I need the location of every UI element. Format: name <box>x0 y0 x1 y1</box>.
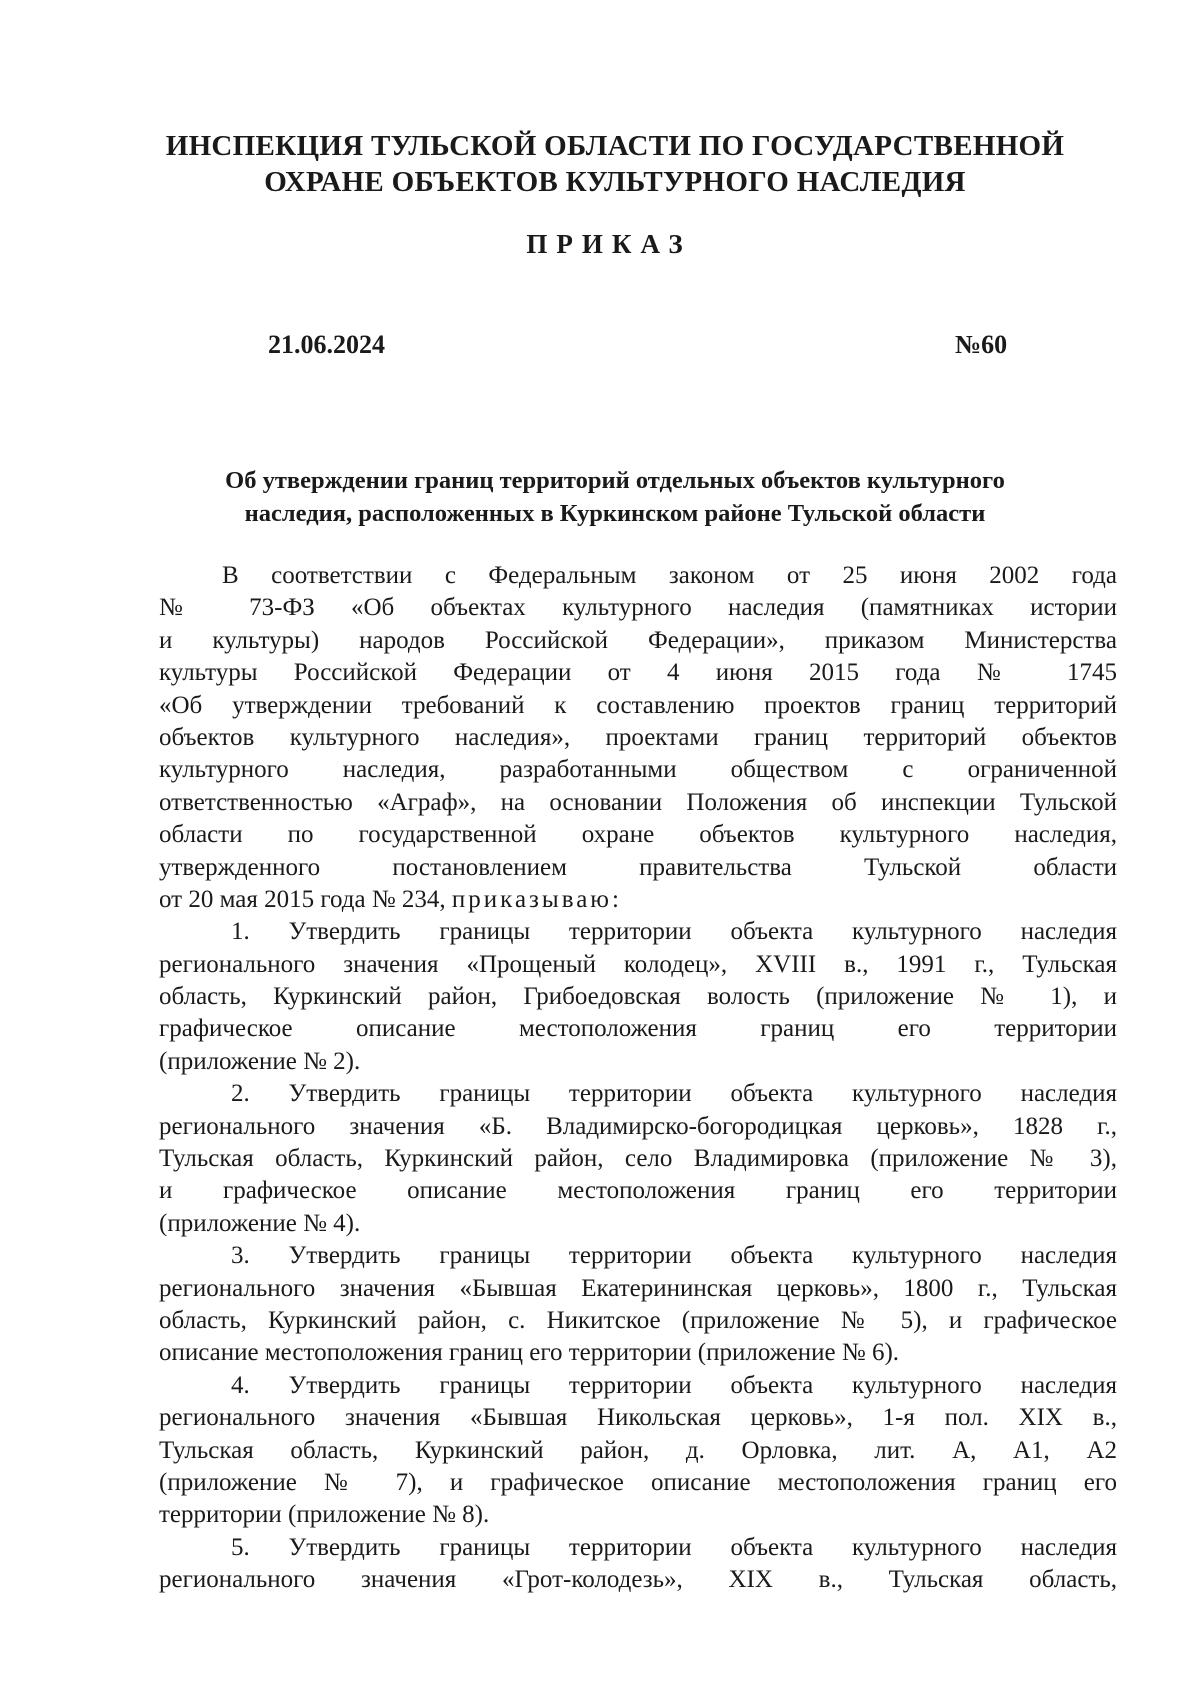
body-line: В соответствии с Федеральным законом от 25 июня 2002 года <box>222 562 1117 589</box>
document-body <box>159 560 1117 1597</box>
body-line: 1. Утвердить границы территории объекта культурного наследия <box>231 918 1117 946</box>
document-type: ПРИКАЗ <box>526 229 692 259</box>
order-keyword: приказываю: <box>451 885 622 913</box>
body-line: Тульская область, Куркинский район, село Владимировка (приложение № 3), <box>159 1145 1117 1173</box>
subject-line-2: наследия, расположенных в Куркинском районе Тульской области <box>244 500 986 527</box>
body-line: «Об утверждении требований к составлению проектов границ территорий <box>159 691 1117 719</box>
body-line-text: от 20 мая 2015 года № 234, <box>159 885 446 913</box>
body-line: область, Куркинский район, с. Никитское (приложение № 5), и графическое <box>159 1306 1117 1334</box>
body-line: регионального значения «Прощеный колодец», XVIII в., 1991 г., Тульская <box>159 950 1117 978</box>
body-line: регионального значения «Б. Владимирско-богородицкая церковь», 1828 г., <box>159 1112 1117 1140</box>
body-line: культурного наследия, разработанными обществом с ограниченной <box>159 756 1117 784</box>
body-line: (приложение № 7), и графическое описание местоположения границ его <box>159 1468 1117 1496</box>
body-line: (приложение № 4). <box>159 1209 361 1237</box>
document-subject <box>150 464 1080 530</box>
body-line: регионального значения «Бывшая Никольская церковь», 1-я пол. XIX в., <box>159 1404 1117 1432</box>
body-line: и культуры) народов Российской Федерации», приказом Министерства <box>159 626 1117 654</box>
body-line: № 73-ФЗ «Об объектах культурного наследия (памятниках истории <box>159 594 1117 622</box>
body-line: ответственностью «Аграф», на основании Положения об инспекции Тульской <box>159 788 1117 816</box>
body-line: объектов культурного наследия», проектами границ территорий объектов <box>159 723 1117 751</box>
body-line <box>159 884 1117 916</box>
body-line: культуры Российской Федерации от 4 июня 2015 года № 1745 <box>159 659 1117 687</box>
body-line: регионального значения «Бывшая Екатерининская церковь», 1800 г., Тульская <box>159 1274 1117 1302</box>
body-line: и графическое описание местоположения границ его территории <box>159 1177 1117 1205</box>
document-number: №60 <box>955 330 1008 359</box>
body-line: область, Куркинский район, Грибоедовская волость (приложение № 1), и <box>159 983 1117 1011</box>
body-line: территории (приложение № 8). <box>159 1501 490 1529</box>
body-line: области по государственной охране объектов культурного наследия, <box>159 821 1117 849</box>
organization-title-line-2: ОХРАНЕ ОБЪЕКТОВ КУЛЬТУРНОГО НАСЛЕДИЯ <box>264 166 966 198</box>
organization-title-line-1: ИНСПЕКЦИЯ ТУЛЬСКОЙ ОБЛАСТИ ПО ГОСУДАРСТВЕННОЙ <box>165 130 1065 162</box>
body-line: 3. Утвердить границы территории объекта культурного наследия <box>231 1242 1117 1270</box>
body-line: 4. Утвердить границы территории объекта культурного наследия <box>231 1371 1117 1399</box>
document-date: 21.06.2024 <box>268 330 385 359</box>
body-line: утвержденного постановлением правительства Тульской области <box>159 853 1117 881</box>
body-line: 2. Утвердить границы территории объекта культурного наследия <box>231 1080 1117 1108</box>
body-line: Тульская область, Куркинский район, д. Орловка, лит. А, А1, А2 <box>159 1436 1117 1464</box>
subject-line-1: Об утверждении границ территорий отдельных объектов культурного <box>225 467 1005 494</box>
body-line: описание местоположения границ его территории (приложение № 6). <box>159 1339 900 1367</box>
body-line: регионального значения «Грот-колодезь», XIX в., Тульская область, <box>159 1566 1117 1594</box>
organization-title <box>150 128 1080 200</box>
body-line: графическое описание местоположения границ его территории <box>159 1015 1117 1043</box>
body-line: (приложение № 2). <box>159 1047 361 1075</box>
body-line: 5. Утвердить границы территории объекта культурного наследия <box>231 1533 1117 1561</box>
